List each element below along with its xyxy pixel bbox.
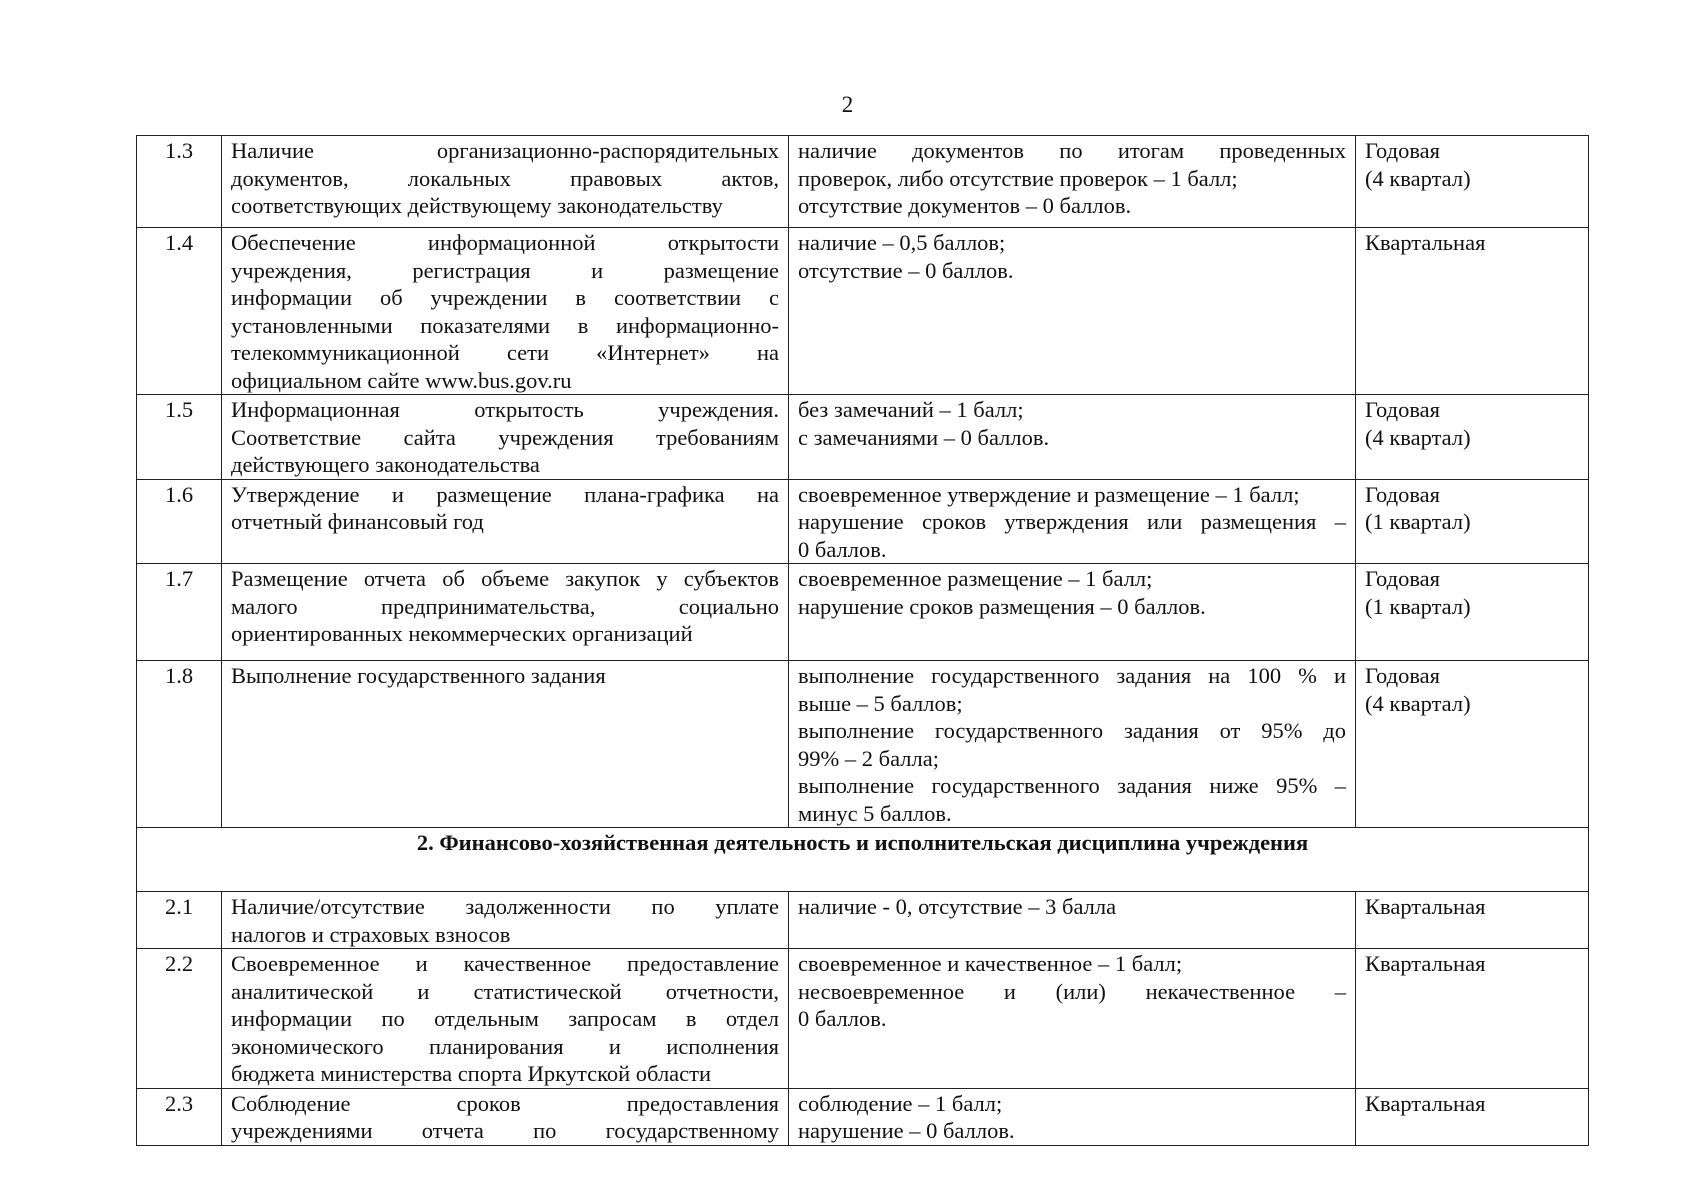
criterion-text-line: информации об учреждении в соответствии с [231, 285, 779, 310]
page-number: 2 [841, 92, 854, 117]
period-text-line: Квартальная [1365, 1090, 1486, 1116]
period-text [1356, 228, 1589, 395]
period-text [1356, 1088, 1589, 1145]
evaluation-text-line: выполнение государственного задания ниже 95% – [798, 773, 1346, 798]
table-row [137, 228, 1589, 395]
criterion-text-line: бюджета министерства спорта Иркутской области [231, 1061, 712, 1086]
period-text [1356, 395, 1589, 480]
section-title: 2. Финансово-хозяйственная деятельность и исполнительская дисциплина учреждения [137, 828, 1589, 892]
criterion-text-line: информации по отдельным запросам в отдел [231, 1006, 779, 1031]
criterion-text-line: Своевременное и качественное предоставление [231, 951, 779, 976]
evaluation-text-line: выше – 5 баллов; [798, 690, 963, 716]
criterion-text [222, 479, 789, 564]
evaluation-text [789, 479, 1356, 564]
evaluation-text-line: наличие – 0,5 баллов; [798, 230, 1006, 255]
criterion-text-line: установленными показателями в информационно- [231, 312, 779, 338]
evaluation-text-line: соблюдение – 1 балл; [798, 1090, 1003, 1116]
criterion-text-line: аналитической и статистической отчетности, [231, 978, 779, 1004]
item-number: 1.8 [137, 661, 222, 828]
table-row [137, 395, 1589, 480]
period-text [1356, 949, 1589, 1089]
criterion-text-line: Выполнение государственного задания [231, 663, 606, 688]
section-heading-row [137, 828, 1589, 892]
evaluation-text [789, 661, 1356, 828]
table-row [137, 1088, 1589, 1145]
period-text [1356, 661, 1589, 828]
criterion-text-line: Соблюдение сроков предоставления [231, 1090, 779, 1116]
table-row [137, 479, 1589, 564]
period-text-line: Квартальная [1365, 951, 1486, 976]
evaluation-text [789, 892, 1356, 949]
criterion-text-line: Соответствие сайта учреждения требованиям [231, 424, 779, 450]
period-text-line: (4 квартал) [1365, 690, 1471, 716]
criterion-text [222, 395, 789, 480]
criterion-text [222, 949, 789, 1089]
item-number: 2.2 [137, 949, 222, 1089]
evaluation-text-line: с замечаниями – 0 баллов. [798, 424, 1050, 450]
section-2-rows [137, 892, 1589, 1146]
evaluation-text [789, 564, 1356, 661]
criterion-text [222, 136, 789, 228]
period-text-line: (1 квартал) [1365, 509, 1471, 534]
period-text-line: (1 квартал) [1365, 593, 1471, 619]
evaluation-text-line: наличие - 0, отсутствие – 3 балла [798, 894, 1117, 919]
period-text-line: (4 квартал) [1365, 165, 1471, 191]
criterion-text-line: Утверждение и размещение плана-графика на [231, 481, 779, 507]
period-text-line: Квартальная [1365, 894, 1486, 919]
period-text [1356, 479, 1589, 564]
criterion-text-line: ориентированных некоммерческих организаций [231, 621, 693, 646]
criterion-text [222, 892, 789, 949]
evaluation-text-line: своевременное утверждение и размещение – 1 балл; [798, 481, 1300, 507]
evaluation-text-line: нарушение сроков размещения – 0 баллов. [798, 593, 1206, 619]
criterion-text-line: Обеспечение информационной открытости [231, 230, 779, 255]
criterion-text-line: учреждения, регистрация и размещение [231, 257, 779, 283]
period-text-line: Годовая [1365, 138, 1440, 163]
evaluation-text-line: несвоевременное и (или) некачественное – [798, 978, 1346, 1004]
criterion-text [222, 1088, 789, 1145]
section-2-header [137, 828, 1589, 892]
item-number: 1.7 [137, 564, 222, 661]
item-number: 1.6 [137, 479, 222, 564]
table-row [137, 661, 1589, 828]
evaluation-text-line: выполнение государственного задания от 95% до [798, 718, 1346, 743]
item-number: 1.5 [137, 395, 222, 480]
criterion-text [222, 228, 789, 395]
evaluation-text-line: выполнение государственного задания на 100 % и [798, 663, 1346, 688]
criterion-text-line: налогов и страховых взносов [231, 921, 511, 947]
period-text-line: Годовая [1365, 397, 1440, 422]
period-text-line: (4 квартал) [1365, 424, 1471, 450]
table-row [137, 892, 1589, 949]
item-number: 1.3 [137, 136, 222, 228]
evaluation-text [789, 949, 1356, 1089]
evaluation-text [789, 395, 1356, 480]
evaluation-text-line: наличие документов по итогам проведенных [798, 138, 1346, 163]
evaluation-text-line: своевременное и качественное – 1 балл; [798, 951, 1183, 976]
criterion-text-line: малого предпринимательства, социально [231, 593, 779, 619]
period-text-line: Годовая [1365, 481, 1440, 507]
criterion-text-line: официальном сайте www.bus.gov.ru [231, 367, 572, 393]
period-text [1356, 892, 1589, 949]
evaluation-text-line: 0 баллов. [798, 536, 887, 562]
evaluation-text-line: проверок, либо отсутствие проверок – 1 балл; [798, 165, 1238, 191]
evaluation-text-line: нарушение – 0 баллов. [798, 1118, 1015, 1143]
period-text-line: Годовая [1365, 566, 1440, 591]
table-row [137, 136, 1589, 228]
criterion-text-line: документов, локальных правовых актов, [231, 165, 779, 191]
evaluation-text-line: отсутствие документов – 0 баллов. [798, 193, 1132, 218]
criterion-text [222, 564, 789, 661]
criterion-text-line: телекоммуникационной сети «Интернет» на [231, 340, 779, 365]
section-1-rows [137, 136, 1589, 828]
item-number: 1.4 [137, 228, 222, 395]
table-row [137, 949, 1589, 1089]
evaluation-text [789, 228, 1356, 395]
criterion-text-line: Информационная открытость учреждения. [231, 397, 779, 422]
criterion-text [222, 661, 789, 828]
evaluation-text-line: 99% – 2 балла; [798, 745, 939, 771]
evaluation-text-line: 0 баллов. [798, 1006, 887, 1031]
evaluation-text-line: без замечаний – 1 балл; [798, 397, 1024, 422]
criterion-text-line: Наличие организационно-распорядительных [231, 138, 779, 163]
criterion-text-line: соответствующих действующему законодательству [231, 193, 723, 218]
period-text [1356, 564, 1589, 661]
evaluation-text-line: минус 5 баллов. [798, 800, 952, 826]
evaluation-text-line: своевременное размещение – 1 балл; [798, 566, 1153, 591]
criterion-text-line: учреждениями отчета по государственному [231, 1118, 779, 1143]
criterion-text-line: действующего законодательства [231, 452, 540, 477]
evaluation-text [789, 136, 1356, 228]
criterion-text-line: Наличие/отсутствие задолженности по уплате [231, 894, 779, 919]
criterion-text-line: экономического планирования и исполнения [231, 1033, 779, 1059]
evaluation-text [789, 1088, 1356, 1145]
period-text-line: Квартальная [1365, 230, 1486, 255]
criterion-text-line: отчетный финансовый год [231, 509, 484, 534]
period-text [1356, 136, 1589, 228]
criterion-text-line: Размещение отчета об объеме закупок у субъектов [231, 566, 779, 591]
evaluation-text-line: нарушение сроков утверждения или размещения – [798, 509, 1346, 534]
item-number: 2.1 [137, 892, 222, 949]
table-row [137, 564, 1589, 661]
criteria-table [136, 135, 1589, 1146]
evaluation-text-line: отсутствие – 0 баллов. [798, 257, 1014, 283]
item-number: 2.3 [137, 1088, 222, 1145]
period-text-line: Годовая [1365, 663, 1440, 688]
